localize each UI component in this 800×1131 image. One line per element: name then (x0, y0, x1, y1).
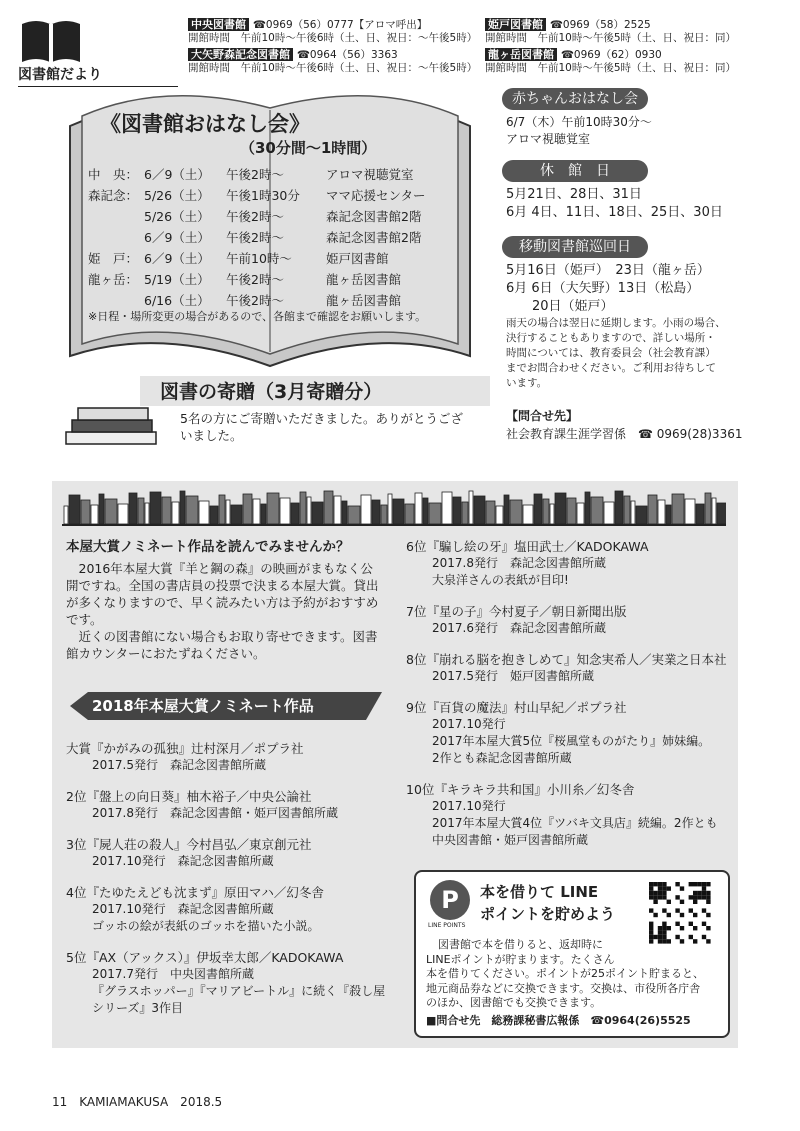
line-title-2: ポイントを貯めよう (480, 905, 616, 923)
mobile-line: 20日（姫戸） (506, 299, 614, 314)
section-title: 図書館だより (18, 67, 102, 83)
ranking-item: 9位『百貨の魔法』村山早紀／ポプラ社 2017.10発行 2017年本屋大賞5位『桜風堂ものがたり』姉妹編。 2作とも森記念図書館所蔵 (406, 700, 711, 765)
ohanashi-note: ※日程・場所変更の場合があるので、各館まで確認をお願いします。 (88, 310, 427, 323)
book-stack-icon (62, 398, 162, 448)
ranking-item: 5位『AX（アックス）』伊坂幸太郎／KADOKAWA 2017.7発行 中央図書館所蔵 『グラスホッパー』『マリアビートル』に続く『殺し屋 シリーズ』3作目 (66, 950, 386, 1015)
donation-line: 5名の方にご寄贈いただきました。ありがとうござ (180, 411, 463, 426)
closed-line: 5月21日、28日、31日 (506, 187, 642, 202)
line-contact: ■問合せ先 総務課秘書広報係 ☎0964(26)5525 (426, 1014, 691, 1027)
nominee-banner-text: 2018年本屋大賞ノミネート作品 (92, 697, 314, 715)
schedule-row: 5/26（土） 午後2時〜 森記念図書館2階 (144, 209, 422, 224)
baby-line: アロマ視聴覚室 (506, 132, 591, 146)
mobile-note: 雨天の場合は翌日に延期します。小雨の場合、 決行することもありますので、詳しい場所・ 時間については、教育委員会（社会教育課） までお問合わせください。ご利用お待ちして います。 (506, 317, 726, 389)
library-name: 龍ヶ岳図書館 (485, 48, 557, 61)
library-ryugatake (485, 46, 736, 75)
library-name: 姫戸図書館 (485, 18, 546, 31)
closed-title: 休 館 日 (502, 160, 648, 182)
mobile-line: 5月16日（姫戸） 23日（龍ヶ岳） (506, 263, 710, 278)
ohanashi-title: 《図書館おはなし会》 (100, 112, 310, 136)
library-phone: ☎0964（56）3363 (296, 49, 398, 61)
ohanashi-duration: （30分間〜1時間） (240, 139, 377, 157)
library-himedo (485, 16, 736, 45)
contact-line: 社会教育課生涯学習係 ☎ 0969(28)3361 (506, 427, 743, 441)
intro-title: 本屋大賞ノミネート作品を読んでみませんか？ (66, 539, 350, 555)
schedule-row: 姫 戸： 6／9（土） 午前10時〜 姫戸図書館 (88, 251, 389, 266)
rankings-left (66, 740, 396, 1031)
donation-title: 図書の寄贈（3月寄贈分） (160, 381, 383, 403)
line-points-caption: LINE POINTS (428, 922, 466, 929)
ranking-item: 3位『屍人荘の殺人』今村昌弘／東京創元社 2017.10発行 森記念図書館所蔵 (66, 837, 312, 868)
line-body: 図書館で本を借りると、返却時に LINEポイントが貯まります。たくさん 本を借りてください。ポイントが25ポイント貯まると、 地元商品券などに交換できます。交換は、市役所各庁舎 のほか、図書館でも交換できます。 (426, 938, 704, 1009)
intro-paragraph: 2016年本屋大賞『羊と鋼の森』の映画がまもなく公 開ですね。全国の書店員の投票で決まる本屋大賞。貸出 が多くなりますので、早く読みたい方は予約がおすすめ です。 近くの図書館にない場合もお取り寄せできます。図書 館カウンターにおたずねください。 (66, 561, 379, 661)
ranking-item: 10位『キラキラ共和国』小川糸／幻冬舎 2017.10発行 2017年本屋大賞4位『ツバキ文具店』続編。2作とも 中央図書館・姫戸図書館所蔵 (406, 782, 718, 847)
library-hours: 開館時間 午前10時〜午後5時（土、日、祝日：同） (485, 62, 737, 74)
schedule-row: 中 央： 6／9（土） 午後2時〜 アロマ視聴覚室 (88, 167, 414, 182)
library-oyano (188, 46, 477, 75)
library-hours: 開館時間 午前10時〜午後6時（土、日、祝日：〜午後5時） (188, 32, 478, 44)
library-hours: 開館時間 午前10時〜午後6時（土、日、祝日：〜午後5時） (188, 62, 478, 74)
ohanashi-schedule (88, 164, 446, 311)
qr-code-icon (646, 882, 716, 944)
schedule-row: 6/16（土） 午後2時〜 龍ヶ岳図書館 (144, 293, 402, 308)
library-name: 大矢野森記念図書館 (188, 48, 293, 61)
bookshelf-banner-icon (62, 490, 726, 526)
library-phone: ☎0969（56）0777【アロマ呼出】 (252, 19, 428, 31)
schedule-row: 森記念： 5/26（土） 午後1時30分 ママ応援センター (88, 188, 426, 203)
ranking-item: 8位『崩れる脳を抱きしめて』知念実希人／実業之日本社 2017.5発行 姫戸図書館所蔵 (406, 652, 727, 683)
donation-line: いました。 (180, 428, 243, 443)
schedule-row: 6／9（土） 午後2時〜 森記念図書館2階 (144, 230, 422, 245)
library-phone: ☎0969（58）2525 (549, 19, 651, 31)
baby-line: 6/7（木）午前10時30分〜 (506, 115, 652, 129)
ranking-item: 4位『たゆたえども沈まず』原田マハ／幻冬舎 2017.10発行 森記念図書館所蔵 ゴッホの絵が表紙のゴッホを描いた小説。 (66, 885, 324, 933)
line-title-1: 本を借りて LINE (480, 883, 599, 901)
baby-title: 赤ちゃんおはなし会 (502, 88, 648, 110)
mobile-title: 移動図書館巡回日 (502, 236, 648, 258)
ranking-item: 7位『星の子』今村夏子／朝日新聞出版 2017.6発行 森記念図書館所蔵 (406, 604, 627, 635)
library-phone: ☎0969（62）0930 (560, 49, 662, 61)
library-name: 中央図書館 (188, 18, 249, 31)
line-points-icon: P (430, 880, 470, 920)
schedule-row: 龍ヶ岳： 5/19（土） 午後2時〜 龍ヶ岳図書館 (88, 272, 402, 287)
library-hours: 開館時間 午前10時〜午後5時（土、日、祝日：同） (485, 32, 737, 44)
closed-line: 6月 4日、11日、18日、25日、30日 (506, 205, 723, 220)
rankings-right (406, 538, 732, 863)
ranking-item: 2位『盤上の向日葵』柚木裕子／中央公論社 2017.8発行 森記念図書館・姫戸図書館所蔵 (66, 789, 338, 820)
contact-title: 【問合せ先】 (506, 409, 579, 423)
header-book-icon (18, 16, 84, 64)
page-footer: 11 KAMIAMAKUSA 2018.5 (52, 1095, 223, 1109)
ranking-item: 大賞『かがみの孤独』辻村深月／ポプラ社 2017.5発行 森記念図書館所蔵 (66, 741, 304, 772)
library-central (188, 16, 477, 45)
ranking-item: 6位『騙し絵の牙』塩田武士／KADOKAWA 2017.8発行 森記念図書館所蔵 大泉洋さんの表紙が目印! (406, 539, 649, 587)
mobile-line: 6月 6日（大矢野）13日（松島） (506, 281, 700, 296)
